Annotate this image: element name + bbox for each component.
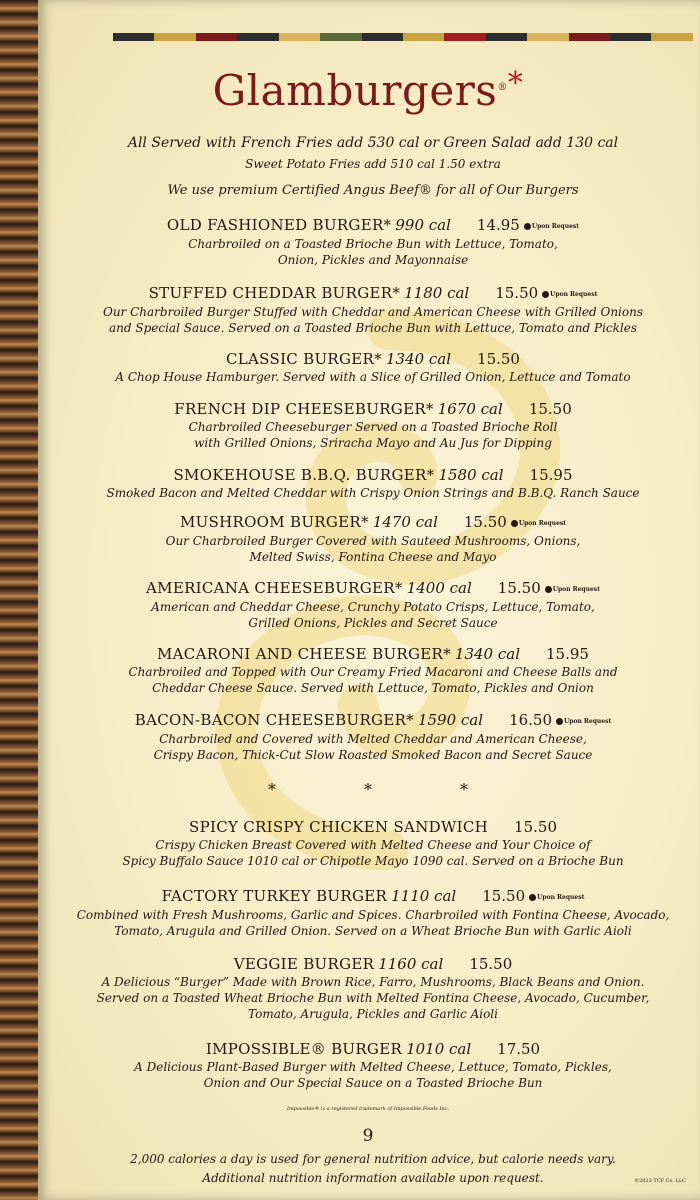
menu-item-name: BACON-BACON CHEESEBURGER*: [134, 711, 414, 729]
upon-request-badge: [511, 514, 566, 533]
menu-item-calories: 1110 cal: [391, 887, 457, 905]
menu-item-description: Charbroiled Cheeseburger Served on a Toasted Brioche Roll: [188, 420, 558, 434]
menu-item-description: Melted Swiss, Fontina Cheese and Mayo: [249, 549, 497, 564]
divider-star: *: [460, 780, 468, 799]
menu-item-description: Tomato, Arugula and Grilled Onion. Served on a Wheat Brioche Bun with Garlic Aioli: [114, 923, 632, 938]
menu-item-header: [58, 579, 688, 599]
menu-item-description: Onion and Our Special Sauce on a Toasted Brioche Bun: [203, 1076, 543, 1090]
menu-item-description: Charbroiled and Covered with Melted Cheddar and American Cheese,: [159, 731, 587, 746]
nutrition-info-note: Additional nutrition information available upon request.: [202, 1171, 544, 1185]
title-text: Glamburgers: [212, 66, 498, 115]
menu-item-description: Charbroiled and Topped with Our Creamy Fried Macaroni and Cheese Balls and: [128, 665, 618, 679]
menu-item-header: [58, 350, 688, 369]
menu-item-price: 15.95: [546, 645, 589, 663]
menu-item-name: MACARONI AND CHEESE BURGER*: [157, 645, 451, 663]
menu-item-description: Smoked Bacon and Melted Cheddar with Crispy Onion Strings and B.B.Q. Ranch Sauce: [106, 486, 640, 500]
menu-item-price: 15.50: [477, 350, 520, 368]
upon-request-label: Upon Request: [537, 893, 585, 901]
upon-request-label: Upon Request: [564, 717, 612, 725]
gluten-free-icon: [511, 520, 518, 527]
menu-item-price: 15.50: [482, 887, 526, 905]
gluten-free-icon: [524, 223, 531, 230]
menu-item-description: Our Charbroiled Burger Stuffed with Cheddar and American Cheese with Grilled Onions: [102, 304, 643, 319]
menu-item-description: Crispy Chicken Breast Covered with Melted Cheese and Your Choice of: [155, 838, 591, 852]
menu-item-calories: 1580 cal: [438, 466, 504, 484]
page-title: [188, 66, 548, 115]
gluten-free-icon: [542, 291, 549, 298]
title-registered-mark: ®: [497, 82, 508, 93]
menu-item-header: [58, 955, 688, 974]
menu-item-calories: 990 cal: [395, 216, 451, 234]
menu-item-description: A Chop House Hamburger. Served with a Slice of Grilled Onion, Lettuce and Tomato: [115, 370, 631, 384]
upon-request-badge: [545, 580, 600, 599]
menu-item-header: [58, 818, 688, 837]
menu-item-name: MUSHROOM BURGER*: [179, 513, 369, 531]
upon-request-label: Upon Request: [552, 585, 600, 593]
menu-item-calories: 1340 cal: [385, 350, 452, 368]
menu-page: [38, 0, 700, 1200]
divider-star: *: [364, 780, 372, 799]
gluten-free-icon: [556, 718, 563, 725]
menu-item-description: American and Cheddar Cheese, Crunchy Potato Crisps, Lettuce, Tomato,: [151, 599, 595, 614]
divider-star: *: [268, 780, 276, 799]
menu-item-description: Our Charbroiled Burger Covered with Sauteed Mushrooms, Onions,: [165, 533, 581, 548]
menu-item: [58, 513, 688, 565]
title-asterisk: *: [507, 66, 524, 101]
menu-item: [58, 711, 688, 763]
menu-item-description: A Delicious “Burger” Made with Brown Rice, Farro, Mushrooms, Black Beans and Onion.: [101, 975, 645, 989]
upon-request-label: Upon Request: [531, 222, 580, 230]
upon-request-badge: [524, 217, 579, 236]
upon-request-label: Upon Request: [550, 290, 598, 298]
menu-item-price: 15.95: [529, 466, 573, 484]
menu-item-price: 15.50: [495, 284, 539, 302]
copyright: ©2023 TCF Co. LLC: [634, 1178, 686, 1184]
menu-item-header: [58, 466, 688, 485]
menu-item-price: 17.50: [497, 1040, 541, 1058]
upon-request-badge: [542, 285, 597, 304]
menu-item: [58, 818, 688, 869]
menu-item: [58, 955, 688, 1022]
section-divider-stars: [268, 780, 468, 799]
intro-angus-beef: We use premium Certified Angus Beef® for all of Our Burgers: [167, 183, 579, 198]
menu-item-name: STUFFED CHEDDAR BURGER*: [148, 284, 401, 302]
menu-item-name: SPICY CRISPY CHICKEN SANDWICH: [189, 818, 489, 836]
menu-item-description: Crispy Bacon, Thick-Cut Slow Roasted Smoked Bacon and Secret Sauce: [153, 747, 593, 762]
menu-item-calories: 1670 cal: [437, 400, 503, 418]
menu-item-calories: 1160 cal: [378, 955, 444, 973]
menu-item: [58, 284, 688, 336]
trademark-footnote: Impossible® is a registered trademark of Impossible Foods Inc.: [286, 1106, 450, 1112]
menu-item-price: 15.50: [514, 818, 557, 836]
menu-item-price: 16.50: [509, 711, 553, 729]
menu-content: [38, 0, 700, 1200]
menu-item-description: A Delicious Plant-Based Burger with Melted Cheese, Lettuce, Tomato, Pickles,: [134, 1060, 612, 1074]
menu-item: [58, 350, 688, 385]
menu-item: [58, 400, 688, 451]
menu-item: [58, 579, 688, 631]
menu-item-header: [58, 711, 688, 731]
menu-item: [58, 466, 688, 501]
calorie-disclaimer: 2,000 calories a day is used for general nutrition advice, but calorie needs vary.: [130, 1152, 616, 1166]
menu-item-price: 15.50: [497, 579, 541, 597]
intro-sides: All Served with French Fries add 530 cal or Green Salad add 130 cal: [127, 135, 619, 151]
menu-item: [58, 1040, 688, 1091]
menu-item-price: 15.50: [528, 400, 572, 418]
menu-item-header: [58, 887, 688, 907]
menu-item-calories: 1340 cal: [454, 645, 521, 663]
menu-item-header: [58, 284, 688, 304]
menu-item-description: Onion, Pickles and Mayonnaise: [277, 252, 469, 267]
menu-item-name: FRENCH DIP CHEESEBURGER*: [174, 400, 434, 418]
menu-item-price: 15.50: [469, 955, 513, 973]
menu-item-price: 15.50: [463, 513, 507, 531]
menu-item-calories: 1590 cal: [417, 711, 484, 729]
menu-item: [58, 645, 688, 696]
menu-item-name: SMOKEHOUSE B.B.Q. BURGER*: [173, 466, 435, 484]
spiral-binding: [0, 0, 42, 1200]
upon-request-badge: [529, 888, 584, 907]
menu-item-calories: 1400 cal: [406, 579, 472, 597]
menu-item-description: Tomato, Arugula, Pickles and Garlic Aioli: [248, 1007, 498, 1021]
menu-item-header: [58, 1040, 688, 1059]
menu-item: [58, 216, 688, 268]
menu-item-calories: 1470 cal: [372, 513, 438, 531]
menu-item-description: with Grilled Onions, Sriracha Mayo and Au Jus for Dipping: [194, 436, 552, 450]
menu-item: [58, 887, 688, 939]
menu-item-header: [58, 645, 688, 664]
gluten-free-icon: [529, 894, 536, 901]
intro-sweet-potato: Sweet Potato Fries add 510 cal 1.50 extra: [245, 157, 501, 171]
menu-item-header: [58, 513, 688, 533]
menu-item-calories: 1010 cal: [406, 1040, 472, 1058]
menu-item-name: CLASSIC BURGER*: [226, 350, 382, 368]
upon-request-label: Upon Request: [518, 519, 567, 527]
menu-item-name: AMERICANA CHEESEBURGER*: [146, 579, 403, 597]
menu-item-description: Served on a Toasted Wheat Brioche Bun with Melted Fontina Cheese, Avocado, Cucumber,: [96, 991, 650, 1005]
page-number: 9: [362, 1126, 374, 1146]
menu-item-name: IMPOSSIBLE® BURGER: [205, 1040, 403, 1058]
menu-item-description: Combined with Fresh Mushrooms, Garlic and Spices. Charbroiled with Fontina Cheese, Avocado,: [76, 907, 670, 922]
menu-item-name: OLD FASHIONED BURGER*: [166, 216, 392, 234]
menu-item-description: Grilled Onions, Pickles and Secret Sauce: [248, 615, 498, 630]
menu-item-name: VEGGIE BURGER: [233, 955, 375, 973]
menu-item-description: Cheddar Cheese Sauce. Served with Lettuce, Tomato, Pickles and Onion: [152, 681, 594, 695]
menu-item-description: Spicy Buffalo Sauce 1010 cal or Chipotle Mayo 1090 cal. Served on a Brioche Bun: [122, 854, 624, 868]
gluten-free-icon: [545, 586, 552, 593]
menu-item-name: FACTORY TURKEY BURGER: [161, 887, 388, 905]
menu-item-description: Charbroiled on a Toasted Brioche Bun with Lettuce, Tomato,: [188, 236, 558, 251]
menu-item-calories: 1180 cal: [404, 284, 470, 302]
menu-item-price: 14.95: [476, 216, 520, 234]
menu-item-header: [58, 400, 688, 419]
menu-item-header: [58, 216, 688, 236]
upon-request-badge: [556, 712, 611, 731]
menu-item-description: and Special Sauce. Served on a Toasted Brioche Bun with Lettuce, Tomato and Pickles: [108, 320, 638, 335]
